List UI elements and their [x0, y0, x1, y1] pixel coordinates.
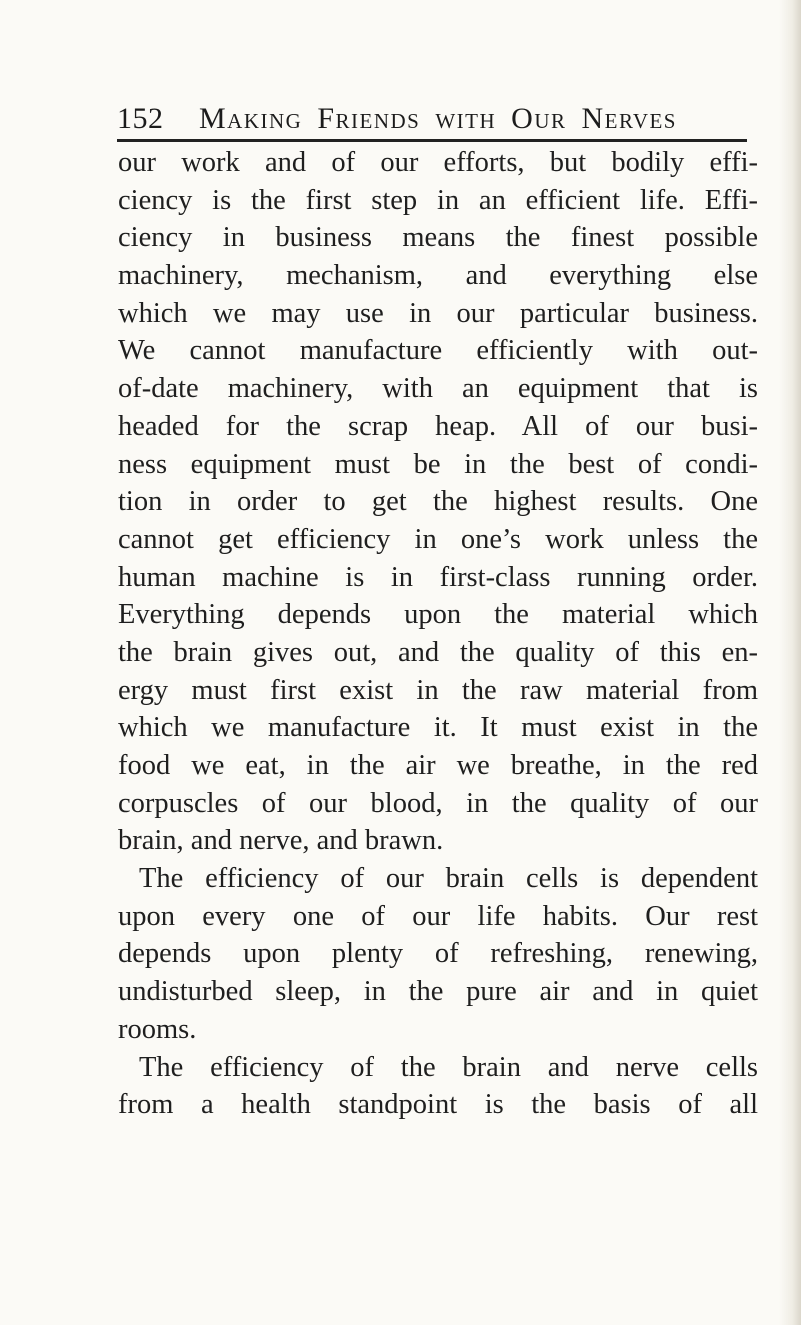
text-line: headed for the scrap heap. All of our busi-	[118, 410, 758, 442]
text-line: ciency in business means the finest possible	[118, 222, 758, 254]
running-header	[117, 100, 747, 140]
text-line: which we manufacture it. It must exist in the	[118, 712, 758, 744]
page-edge-shadow	[779, 0, 801, 1325]
text-line: ergy must first exist in the raw material from	[118, 674, 758, 706]
text-line: from a health standpoint is the basis of all	[118, 1089, 758, 1121]
text-line: human machine is in first-class running order.	[118, 561, 758, 593]
text-line: The efficiency of the brain and nerve cells	[139, 1051, 758, 1083]
text-line: The efficiency of our brain cells is dependent	[139, 863, 758, 895]
text-line: undisturbed sleep, in the pure air and in quiet	[118, 976, 758, 1008]
text-line: upon every one of our life habits. Our rest	[118, 900, 758, 932]
text-line: tion in order to get the highest results. One	[118, 486, 758, 518]
text-line: our work and of our efforts, but bodily effi-	[118, 147, 758, 178]
text-line: cannot get efficiency in one’s work unless the	[118, 523, 758, 555]
text-line: rooms.	[118, 1013, 197, 1045]
text-line: brain, and nerve, and brawn.	[118, 825, 444, 857]
text-line: We cannot manufacture efficiently with out-	[118, 335, 758, 367]
text-line: ciency is the first step in an efficient life. Effi-	[118, 184, 758, 216]
text-line: ness equipment must be in the best of condi-	[118, 448, 758, 480]
header-rule	[117, 139, 747, 142]
text-line: of-date machinery, with an equipment that is	[118, 373, 758, 405]
page-number: 152	[117, 102, 164, 135]
text-line: food we eat, in the air we breathe, in the red	[118, 750, 758, 781]
running-title: Making Friends with Our Nerves	[199, 102, 677, 135]
body-text	[118, 144, 758, 1124]
text-line: which we may use in our particular business.	[118, 297, 758, 329]
text-line: depends upon plenty of refreshing, renewing,	[118, 938, 758, 970]
text-line: machinery, mechanism, and everything else	[118, 260, 758, 292]
text-line: corpuscles of our blood, in the quality of our	[118, 787, 758, 819]
text-line: the brain gives out, and the quality of this en-	[118, 636, 758, 668]
text-line: Everything depends upon the material which	[118, 599, 758, 631]
